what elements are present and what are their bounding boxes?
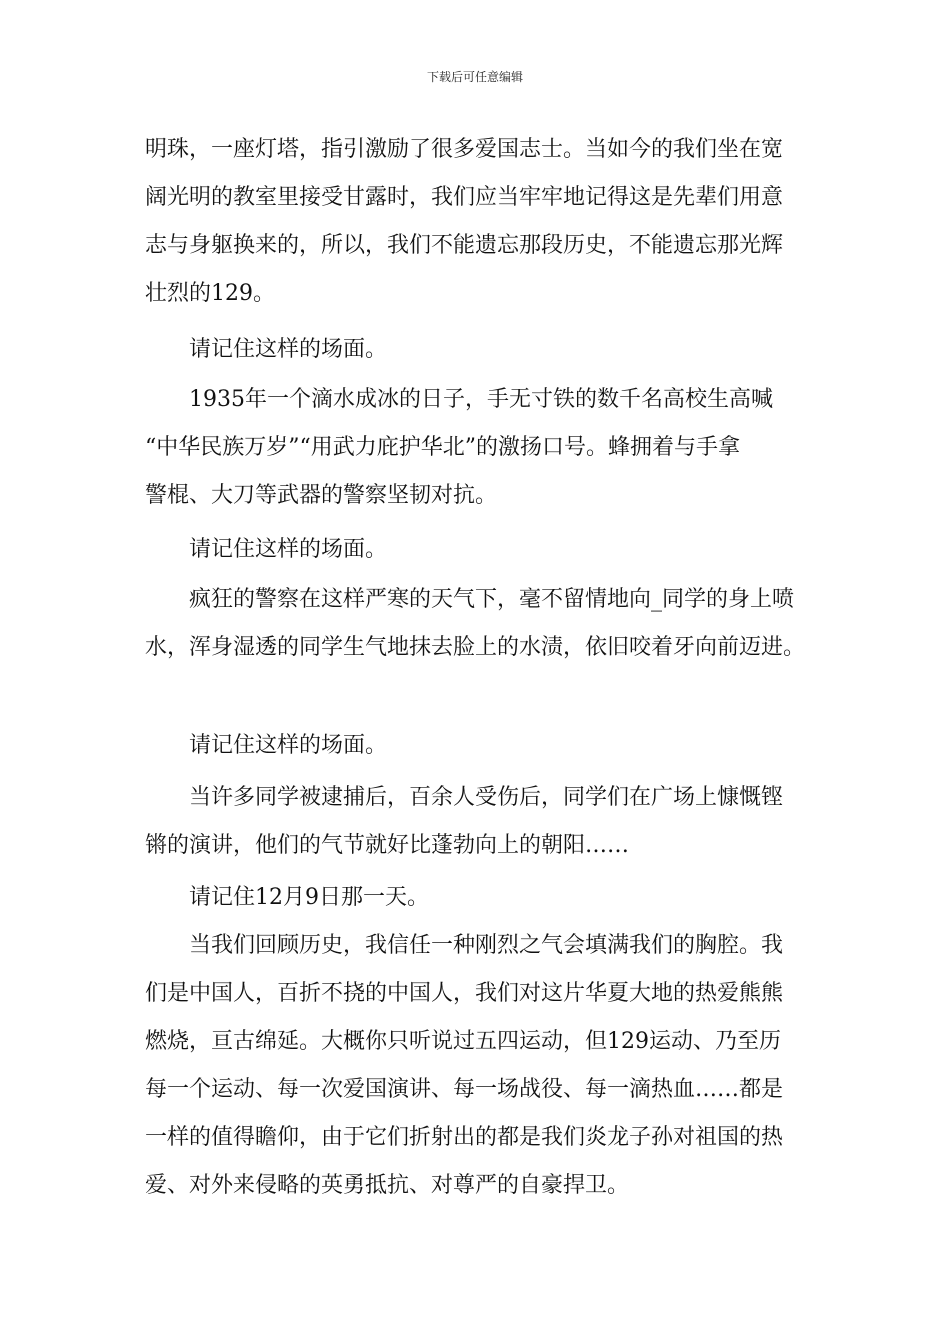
- text-line: 一样的值得瞻仰，由于它们折射出的都是我们炎龙子孙对祖国的热: [145, 1125, 784, 1150]
- text-line: 疯狂的警察在这样严寒的天气下，毫不留情地向_同学的身上喷: [189, 587, 795, 612]
- paragraph-continuation: [145, 126, 810, 318]
- text-line: 志与身躯换来的，所以，我们不能遗忘那段历史，不能遗忘那光辉: [145, 233, 784, 258]
- header-note: 下载后可任意编辑: [426, 70, 523, 84]
- text-line: 请记住12月9日那一天。: [189, 885, 429, 910]
- text-line: 水，浑身湿透的同学生气地抹去脸上的水渍，依旧咬着牙向前迈进。: [145, 635, 806, 660]
- paragraph-date: [145, 874, 810, 922]
- text-line: 当我们回顾历史，我信任一种刚烈之气会填满我们的胸腔。我: [189, 933, 784, 958]
- text-line: 每一个运动、每一次爱国演讲、每一场战役、每一滴热血……都是: [145, 1077, 784, 1102]
- text-line: 警棍、大刀等武器的警察坚韧对抗。: [145, 483, 498, 508]
- text-line: 明珠，一座灯塔，指引激励了很多爱国志士。当如今的我们坐在宽: [145, 137, 784, 162]
- text-line: 阔光明的教室里接受甘露时，我们应当牢牢地记得这是先辈们用意: [145, 185, 784, 210]
- paragraph-refrain: [145, 326, 810, 374]
- text-line: 请记住这样的场面。: [189, 337, 388, 362]
- text-line: “中华民族万岁”“用武力庇护华北”的激扬口号。蜂拥着与手拿: [145, 435, 740, 460]
- paragraph-police: [145, 576, 810, 672]
- paragraph-1935: [145, 376, 810, 520]
- text-line: 锵的演讲，他们的气节就好比蓬勃向上的朝阳……: [145, 833, 630, 858]
- paragraph-reflection: [145, 922, 810, 1210]
- paragraph-arrests: [145, 774, 810, 870]
- text-line: 燃烧，亘古绵延。大概你只听说过五四运动，但129运动、乃至历: [145, 1029, 781, 1054]
- paragraph-refrain: [145, 722, 810, 770]
- text-line: 们是中国人，百折不挠的中国人，我们对这片华夏大地的热爱熊熊: [145, 981, 784, 1006]
- text-line: 请记住这样的场面。: [189, 733, 388, 758]
- paragraph-refrain: [145, 526, 810, 574]
- text-line: 请记住这样的场面。: [189, 537, 388, 562]
- text-line: 当许多同学被逮捕后，百余人受伤后，同学们在广场上慷慨铿: [189, 785, 784, 810]
- text-line: 壮烈的129。: [145, 281, 275, 306]
- text-line: 1935年一个滴水成冰的日子，手无寸铁的数千名高校生高喊: [189, 387, 773, 412]
- text-line: 爱、对外来侵略的英勇抵抗、对尊严的自豪捍卫。: [145, 1173, 630, 1198]
